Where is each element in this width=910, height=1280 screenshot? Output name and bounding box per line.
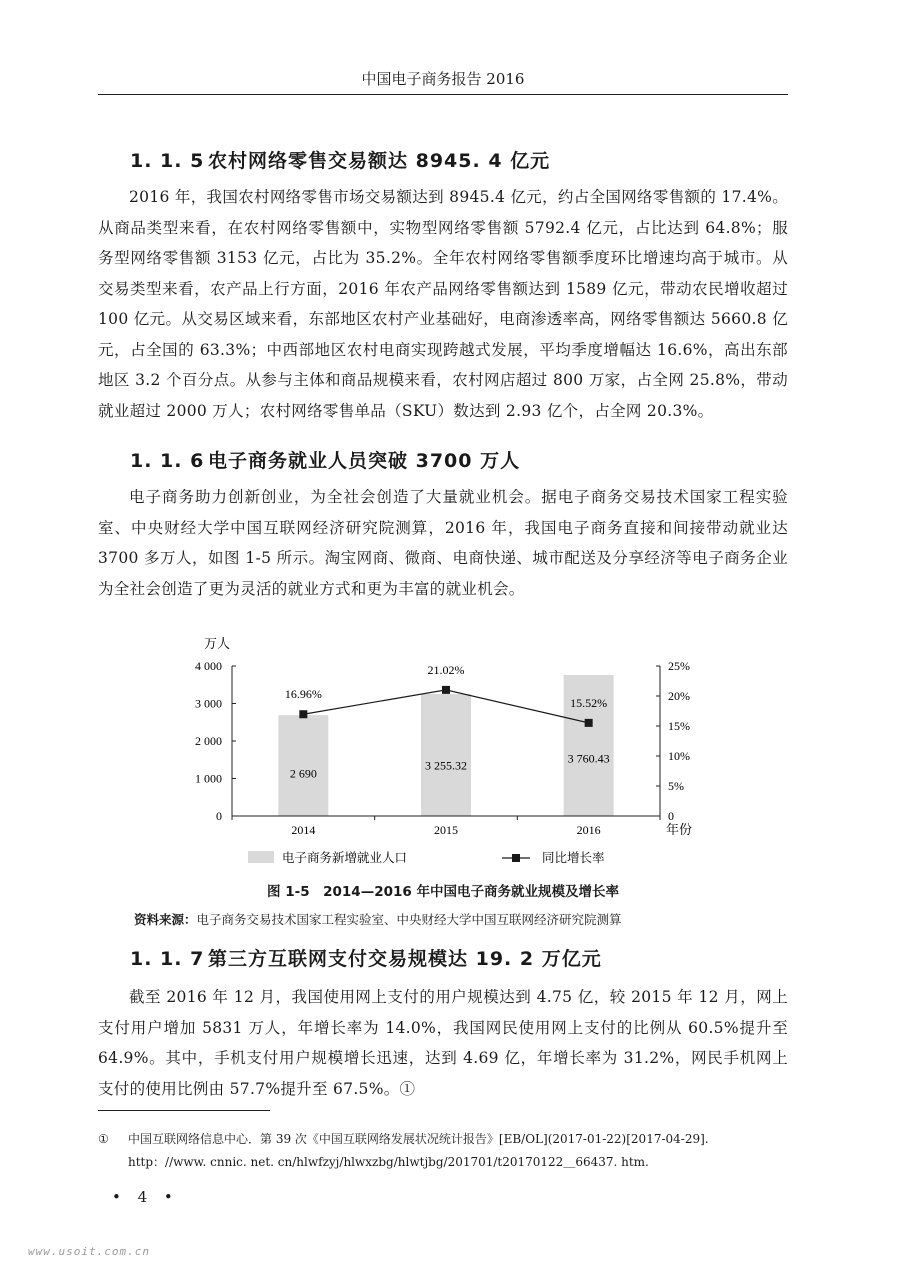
bar-value-label: 3 760.43: [567, 751, 610, 766]
page-number: • 4 •: [112, 1188, 179, 1206]
source-label: 资料来源：: [134, 912, 197, 927]
y2-tick-label: 20%: [668, 689, 690, 703]
source-text: 电子商务交易技术国家工程实验室、中央财经大学中国互联网经济研究院测算: [196, 912, 622, 927]
chart-svg: [180, 628, 740, 873]
x-axis-title: 年份: [666, 822, 693, 837]
paragraph-rural-retail: 2016 年，我国农村网络零售市场交易额达到 8945.4 亿元，约占全国网络零售额的 17.4%。从商品类型来看，在农村网络零售额中，实物型网络零售额 5792.4 亿元，占比达到 64.8%；服务型网络零售额 3153 亿元，占比为 35.2%。全年农村网络零售额季度环比增速均高于城市。从交易类型来看，农产品上行方面，2016 年农产品网络零售额达到 1589 亿元，带动农民增收超过 100 亿元。从交易区域来看，东部地区农村产业基础好，电商渗透率高，网络零售额达 5660.8 亿元，占全国的 63.3%；中西部地区农村电商实现跨越式发展，平均季度增幅达 16.6%，高出东部地区 3.2 个百分点。从参与主体和商品规模来看，农村网店超过 800 万家，占全网 25.8%，带动就业超过 2000 万人；农村网络零售单品（SKU）数达到 2.93 亿个，占全网 20.3%。: [98, 188, 788, 420]
y-tick-label: 3 000: [195, 696, 222, 711]
y-tick-label: 2 000: [195, 734, 222, 748]
growth-rate-marker: [299, 710, 307, 718]
footnote-url: http：//www. cnnic. net. cn/hlwfzyj/hlwxzbg/hlwtjbg/201701/t20170122＿66437. htm.: [128, 1155, 649, 1169]
footnote-citation: 中国互联网络信息中心．第 39 次《中国互联网络发展状况统计报告》[EB/OL](2017-01-22)[2017-04-29].: [128, 1132, 709, 1146]
section-number: 1. 1. 5: [130, 150, 205, 172]
figure-caption: 图 1-5 2014—2016 年中国电子商务就业规模及增长率: [267, 884, 619, 900]
running-header: 中国电子商务报告 2016: [98, 64, 788, 95]
legend-line-marker: [512, 854, 520, 862]
x-tick-label: 2016: [576, 823, 601, 837]
section-title: 电子商务就业人员突破 3700 万人: [208, 450, 521, 472]
paragraph-payment: 截至 2016 年 12 月，我国使用网上支付的用户规模达到 4.75 亿，较 2015 年 12 月，网上支付用户增加 5831 万人，年增长率为 14.0%，我国网民使用网上支付的比例从 60.5%提升至 64.9%。其中，手机支付用户规模增长迅速，达到 4.69 亿，年增长率为 31.2%，网民手机网上支付的使用比例由 57.7%提升至 67.5%。①: [98, 988, 788, 1098]
growth-rate-label: 21.02%: [427, 662, 465, 677]
legend-bar-swatch: [248, 851, 274, 863]
x-tick-label: 2014: [291, 823, 316, 837]
growth-rate-marker: [442, 686, 450, 694]
footnote-divider: [98, 1110, 270, 1111]
figure-source: [134, 910, 622, 928]
y-tick-label: 1 000: [195, 771, 222, 786]
bar-value-label: 2 690: [289, 766, 317, 781]
section-number: 1. 1. 7: [130, 948, 205, 970]
employment-chart: [180, 628, 740, 873]
growth-rate-label: 15.52%: [570, 695, 608, 710]
y2-tick-label: 5%: [668, 779, 684, 793]
section-heading-1-1-7: [130, 944, 602, 971]
footnote: [98, 1128, 788, 1174]
y2-tick-label: 25%: [668, 659, 690, 673]
legend-line-label: 同比增长率: [542, 851, 605, 865]
section-number: 1. 1. 6: [130, 450, 205, 472]
section-heading-1-1-5: [130, 146, 550, 173]
bar: [421, 694, 471, 816]
section-title: 第三方互联网支付交易规模达 19. 2 万亿元: [208, 948, 602, 970]
y-tick-label: 0: [216, 809, 222, 823]
legend-bar-label: 电子商务新增就业人口: [282, 851, 408, 865]
footnote-mark: ①: [98, 1132, 109, 1146]
section-title: 农村网络零售交易额达 8945. 4 亿元: [208, 150, 551, 172]
y-axis-title: 万人: [204, 636, 231, 651]
growth-rate-label: 16.96%: [284, 687, 322, 702]
y2-tick-label: 15%: [668, 719, 690, 733]
paragraph-employment: 电子商务助力创新创业，为全社会创造了大量就业机会。据电子商务交易技术国家工程实验室、中央财经大学中国互联网经济研究院测算，2016 年，我国电子商务直接和间接带动就业达 3700 多万人，如图 1-5 所示。淘宝网商、微商、电商快递、城市配送及分享经济等电子商务企业为全社会创造了更为灵活的就业方式和更为丰富的就业机会。: [98, 488, 788, 598]
section-heading-1-1-6: [130, 446, 520, 473]
bar-value-label: 3 255.32: [425, 758, 467, 773]
bar: [278, 715, 328, 816]
y2-tick-label: 10%: [668, 749, 690, 763]
y-tick-label: 4 000: [195, 659, 222, 673]
watermark: www.usoit.com.cn: [28, 1245, 150, 1258]
y2-tick-label: 0: [668, 809, 674, 823]
x-tick-label: 2015: [434, 823, 458, 837]
growth-rate-marker: [585, 719, 593, 727]
